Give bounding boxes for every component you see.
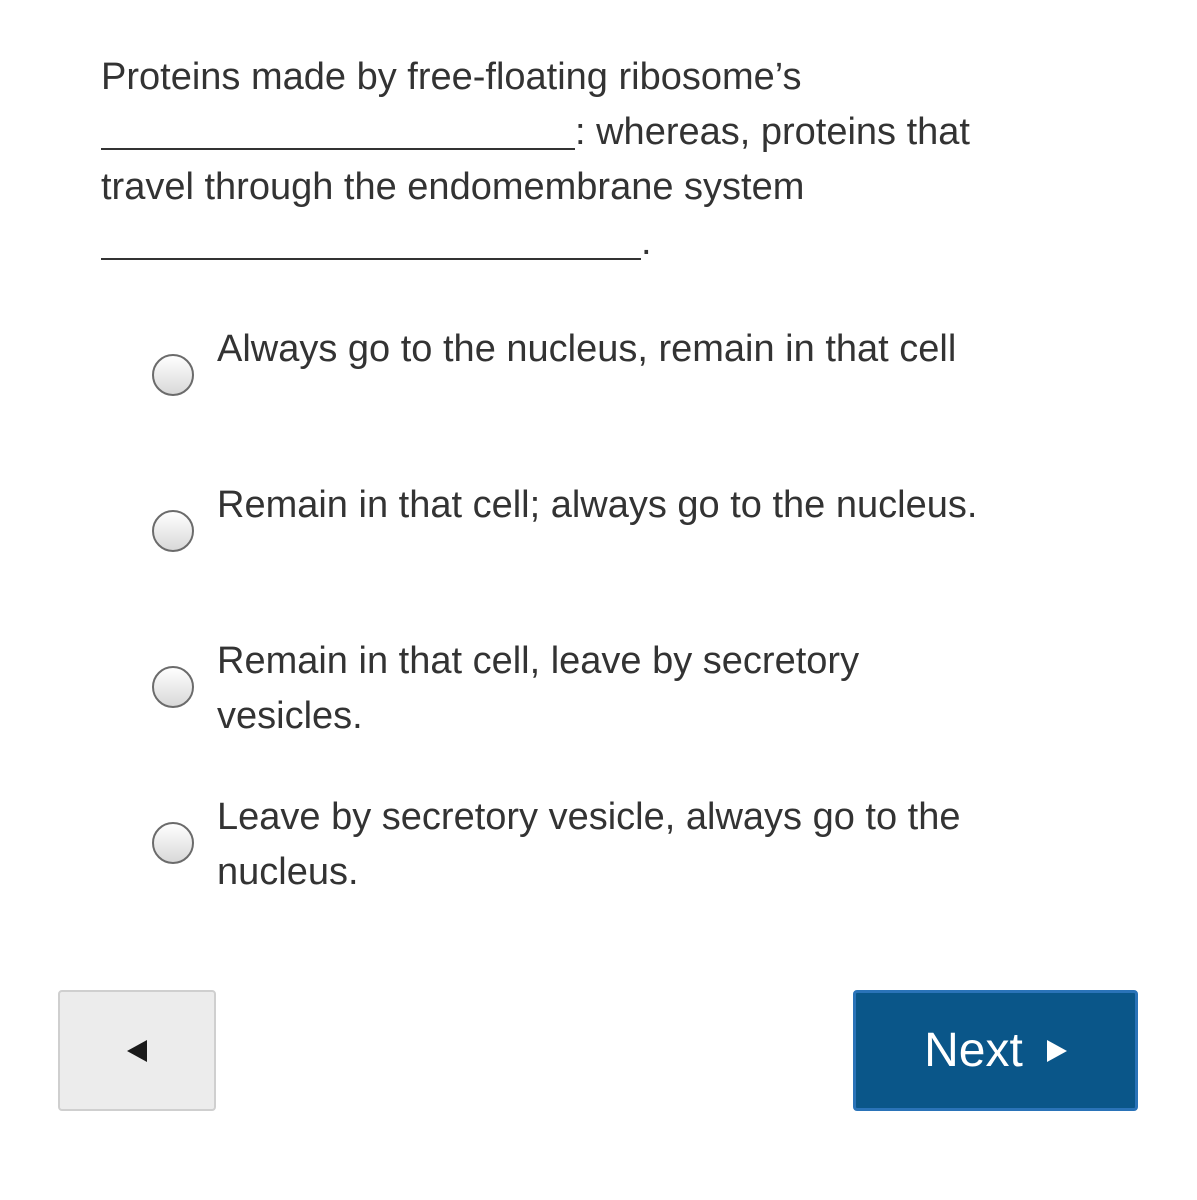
triangle-left-icon [127, 1040, 147, 1062]
question-part-3: . [641, 221, 652, 263]
radio-button-2[interactable] [152, 510, 194, 552]
question-part-2: : whereas, proteins that travel through the endomembrane system [101, 111, 970, 208]
radio-button-1[interactable] [152, 354, 194, 396]
answer-option-3-label: Remain in that cell, leave by secretory vesicles. [217, 640, 860, 737]
question-text [101, 50, 1061, 270]
answer-option-1-label: Always go to the nucleus, remain in that cell [217, 328, 957, 370]
radio-button-3[interactable] [152, 666, 194, 708]
answer-option-2-label: Remain in that cell; always go to the nucleus. [217, 484, 978, 526]
answer-blank-1 [101, 110, 575, 150]
question-part-1: Proteins made by free-floating ribosome’s [101, 56, 802, 98]
answer-option-1[interactable] [152, 322, 1012, 478]
next-button[interactable] [853, 990, 1138, 1111]
radio-button-4[interactable] [152, 822, 194, 864]
answer-option-3[interactable] [152, 634, 1012, 790]
answer-option-4-label: Leave by secretory vesicle, always go to the nucleus. [217, 796, 961, 893]
next-button-label: Next [924, 1024, 1023, 1077]
answer-option-2[interactable] [152, 478, 1012, 634]
answer-blank-2 [101, 220, 641, 260]
previous-button[interactable] [58, 990, 216, 1111]
answer-option-4[interactable] [152, 790, 1012, 946]
answer-options [152, 322, 1012, 946]
triangle-right-icon [1047, 1040, 1067, 1062]
